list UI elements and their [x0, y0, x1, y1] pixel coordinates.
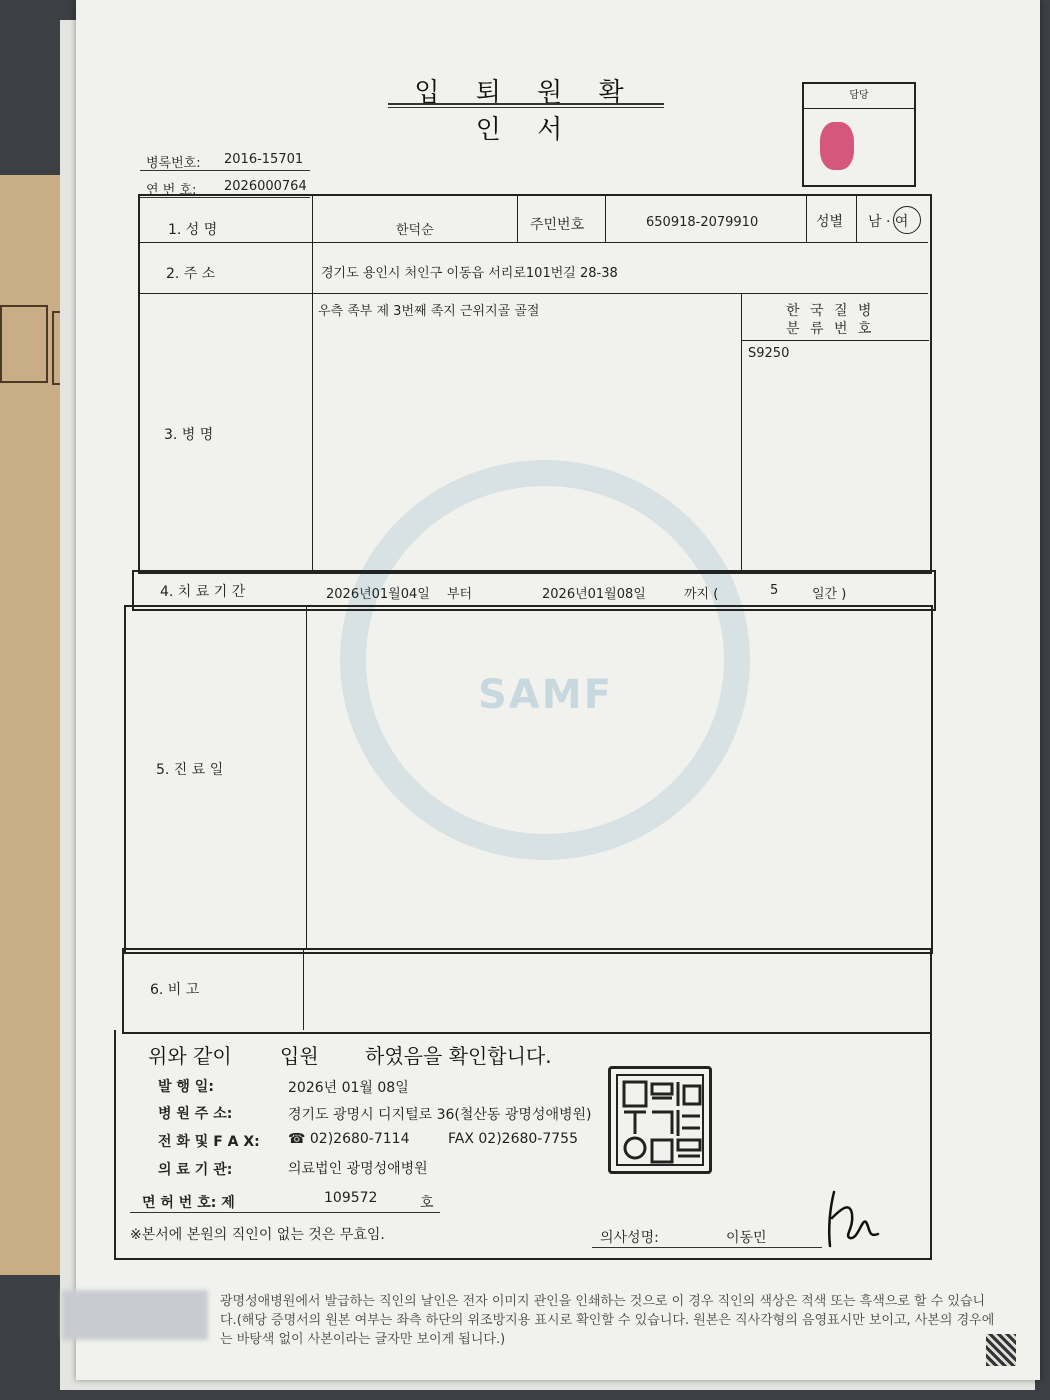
kcd-label-line2: 분 류 번 호 [786, 321, 875, 337]
qr-code-icon [986, 1334, 1016, 1366]
document-title: 입 퇴 원 확 인 서 [414, 78, 638, 145]
cell-divider [806, 196, 807, 242]
doctor-signature-line [592, 1247, 822, 1248]
period-days: 5 [770, 583, 779, 598]
confirmation-sentence [148, 1040, 552, 1069]
serial-label: 연 번 호: [146, 183, 197, 198]
name-label: 1. 성 명 [168, 222, 218, 238]
title-underline [388, 103, 664, 108]
footer-fine-print: 광명성애병원에서 발급하는 직인의 날인은 전자 이미지 관인을 인쇄하는 것으로 이 경우 직인의 색상은 적색 또는 흑색으로 할 수 있습니다.(해당 증명서의 원본 여부는 좌측 하단의 위조방지용 표시로 확인할 수 있습니다. 원본은 직사각형의 음영표시만 보이고, 사본의 경우에는 바탕색 없이 사본이라는 글자만 보이게 됩니다.) [220, 1294, 995, 1347]
period-from-suffix: 부터 [447, 587, 473, 602]
institution-label: 의 료 기 관: [158, 1162, 233, 1178]
cell-divider [605, 196, 606, 242]
disease-label: 3. 병 명 [164, 427, 214, 443]
seal-characters [616, 1074, 704, 1166]
treatment-days-label: 5. 진 료 일 [156, 762, 224, 778]
row-divider [140, 293, 928, 294]
registration-label: 병록번호: [146, 156, 201, 171]
license-underline [130, 1212, 440, 1213]
envelope-window [0, 305, 48, 383]
doctor-name: 이동민 [726, 1230, 767, 1246]
license-label: 면 허 번 호: 제 [142, 1195, 235, 1211]
registration-number: 2016-15701 [224, 152, 304, 167]
row-divider [140, 242, 928, 243]
fax-number: FAX 02)2680-7755 [448, 1131, 578, 1147]
phone-fax-label: 전 화 및 F A X: [158, 1134, 260, 1150]
doctor-name-label: 의사성명: [600, 1230, 659, 1246]
approval-stamp-box [802, 82, 916, 187]
validity-notice: ※본서에 본원의 직인이 없는 것은 무효임. [130, 1227, 385, 1243]
kcd-header-divider [741, 340, 929, 341]
label-col-divider [312, 196, 313, 570]
patient-address: 경기도 용인시 처인구 이동읍 서리로101번길 28-38 [321, 266, 618, 281]
remarks-label: 6. 비 고 [150, 982, 200, 998]
label-col-divider [306, 607, 307, 950]
confirmation-part-a: 위와 같이 [148, 1044, 232, 1068]
phone-number: ☎ 02)2680-7114 [288, 1131, 410, 1147]
sex-selected-circle [893, 206, 921, 234]
period-label: 4. 치 료 기 간 [160, 584, 246, 600]
anti-forgery-mark [62, 1290, 208, 1340]
institution-name: 의료법인 광명성애병원 [288, 1161, 428, 1177]
kcd-label-line1: 한 국 질 병 [786, 303, 875, 319]
info-table-top [138, 194, 932, 574]
issue-date-label: 발 행 일: [158, 1079, 214, 1095]
period-to-suffix: 까지 ( [684, 587, 719, 602]
red-personal-seal [820, 122, 854, 170]
watermark-logo-text: SAMF [478, 672, 613, 718]
cell-divider [856, 196, 857, 242]
approval-box-header: 담당 [804, 84, 914, 109]
hospital-address-label: 병 원 주 소: [158, 1106, 233, 1122]
treatment-days-row [124, 605, 933, 954]
sex-options: 남 · 여 [868, 214, 909, 230]
hospital-official-seal [608, 1066, 712, 1174]
remarks-row [122, 948, 932, 1034]
label-col-divider [303, 950, 304, 1030]
registration-underline [140, 170, 310, 171]
period-to: 2026년01월08일 [542, 587, 646, 602]
license-number: 109572 [324, 1190, 378, 1206]
doctor-signature [822, 1188, 882, 1248]
resident-number-label: 주민번호 [530, 217, 585, 233]
kcd-col-divider [741, 293, 742, 570]
seal-pattern-icon [618, 1076, 706, 1168]
patient-name: 한덕순 [396, 223, 434, 238]
address-label: 2. 주 소 [166, 266, 216, 282]
issue-date: 2026년 01월 08일 [288, 1080, 409, 1096]
confirmation-part-b: 입원 [280, 1044, 319, 1068]
hospital-address: 경기도 광명시 디지털로 36(철산동 광명성애병원) [288, 1107, 592, 1123]
confirmation-part-c: 하였음을 확인합니다. [365, 1044, 552, 1068]
kcd-code: S9250 [748, 346, 790, 361]
cell-divider [517, 196, 518, 242]
period-days-suffix: 일간 ) [812, 587, 847, 602]
resident-number: 650918-2079910 [646, 215, 759, 230]
sex-label: 성별 [816, 214, 844, 230]
license-suffix: 호 [420, 1195, 434, 1211]
serial-number: 2026000764 [224, 179, 307, 194]
disease-name: 우측 족부 제 3번째 족지 근위지골 골절 [318, 304, 540, 319]
period-from: 2026년01월04일 [326, 587, 430, 602]
